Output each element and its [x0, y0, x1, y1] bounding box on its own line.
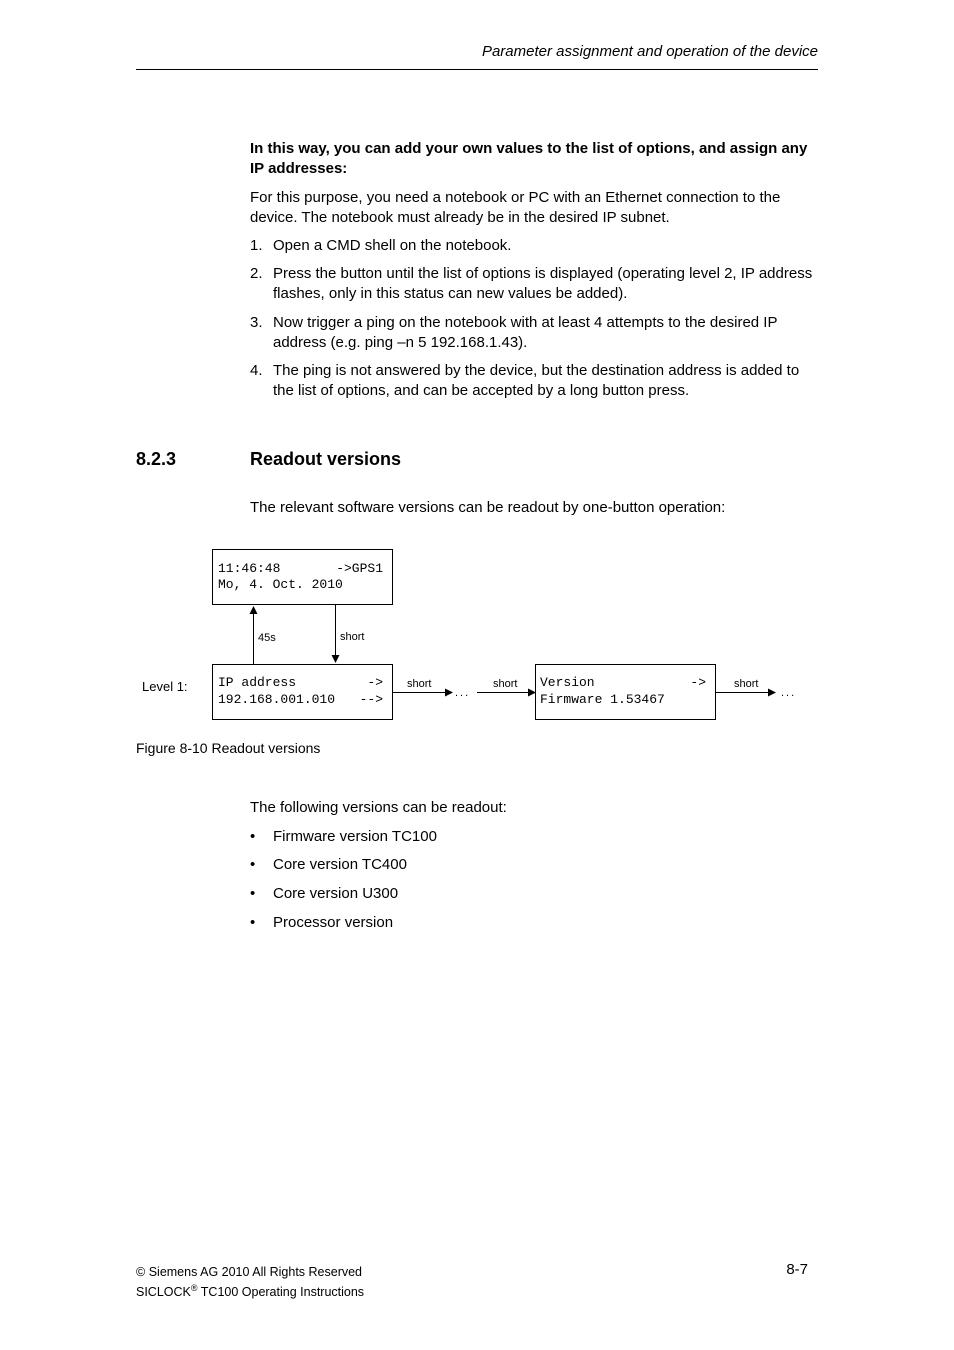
bullet-icon: •: [250, 828, 256, 845]
page-number: 8-7: [786, 1261, 808, 1278]
version-item: Core version TC400: [273, 856, 407, 873]
label-short-1: short: [407, 678, 432, 690]
step-text: Open a CMD shell on the notebook.: [273, 237, 512, 254]
step-number: 3.: [250, 314, 263, 331]
display-time-line2: Mo, 4. Oct. 2010: [218, 577, 343, 592]
footer-copyright-block: [136, 1264, 364, 1300]
step-number: 1.: [250, 237, 263, 254]
intro-paragraph: For this purpose, you need a notebook or PC with an Ethernet connection to the device. The notebook must already be in the desired IP subnet.: [250, 189, 781, 226]
display-ip-line2-right: -->: [359, 692, 383, 707]
section-number: 8.2.3: [136, 449, 177, 469]
label-45s: 45s: [258, 632, 276, 644]
version-item: Core version U300: [273, 885, 399, 902]
footer-copyright: Siemens AG 2010 All Rights Reserved: [148, 1265, 363, 1279]
level-label: Level 1:: [142, 679, 188, 694]
bullet-icon: •: [250, 914, 256, 931]
display-version-line1-left: Version: [540, 675, 595, 690]
bullet-icon: •: [250, 856, 256, 873]
section-title: Readout versions: [250, 449, 402, 469]
section-intro: The relevant software versions can be readout by one-button operation:: [250, 499, 726, 516]
version-item: Processor version: [273, 914, 394, 931]
footer-copyright-line: [136, 1264, 364, 1280]
step-text: The ping is not answered by the device, but the destination address is added to the list of options, and can be accepted by a long button press.: [273, 362, 800, 399]
registered-mark: ®: [190, 1283, 198, 1293]
ellipsis-2: ...: [781, 687, 797, 699]
label-short-2: short: [493, 678, 518, 690]
display-time-line1-left: 11:46:48: [218, 561, 281, 576]
footer-product-line: [136, 1280, 364, 1300]
display-version-line1-right: ->: [690, 675, 706, 690]
bullet-icon: •: [250, 885, 256, 902]
ellipsis-1: ...: [455, 687, 471, 699]
figure-caption: Figure 8-10 Readout versions: [136, 740, 321, 756]
footer-product: SICLOCK: [136, 1285, 191, 1300]
step-text: Press the button until the list of options is displayed (operating level 2, IP address flashes, only in this status can new values be added).: [273, 265, 813, 302]
label-short-down: short: [340, 631, 365, 643]
intro-bold-heading: In this way, you can add your own values to the list of options, and assign any IP addresses:: [250, 140, 808, 177]
label-short-3: short: [734, 678, 759, 690]
copyright-symbol: ©: [136, 1265, 146, 1279]
display-time-line1-right: ->GPS1: [336, 561, 383, 576]
running-header: Parameter assignment and operation of the device: [481, 43, 818, 60]
version-item: Firmware version TC100: [273, 828, 437, 845]
footer-doc: TC100 Operating Instructions: [200, 1285, 365, 1300]
display-ip-line1-left: IP address: [218, 675, 297, 690]
display-ip-line2-left: 192.168.001.010: [218, 692, 336, 707]
versions-intro: The following versions can be readout:: [250, 799, 507, 816]
step-number: 4.: [250, 362, 263, 379]
step-number: 2.: [250, 265, 263, 282]
display-ip-line1-right: ->: [367, 675, 383, 690]
step-text: Now trigger a ping on the notebook with at least 4 attempts to the desired IP address (e.g. ping –n 5 192.168.1.43).: [273, 314, 778, 351]
display-version-line2: Firmware 1.53467: [540, 692, 665, 707]
